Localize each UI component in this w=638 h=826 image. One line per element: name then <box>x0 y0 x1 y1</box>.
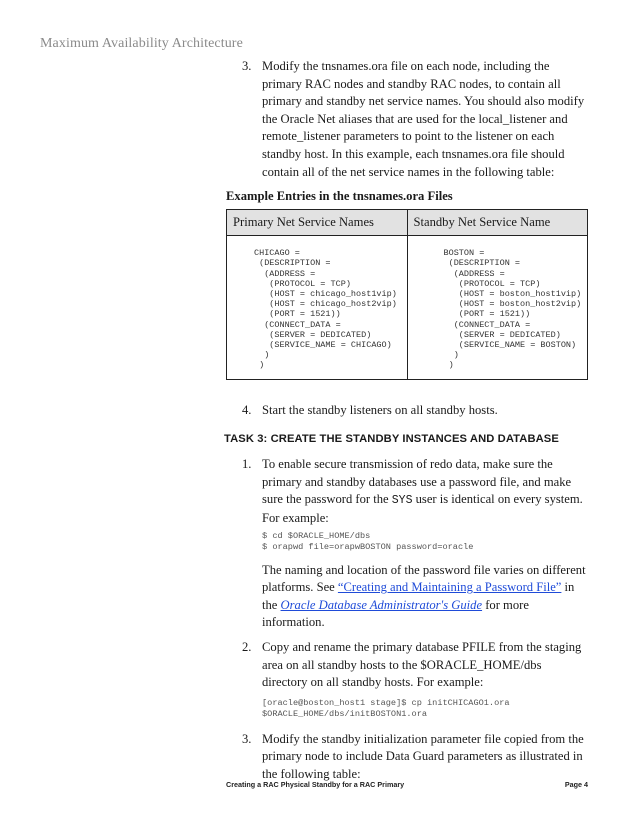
step-text: Copy and rename the primary database PFILE from the staging area on all standby hosts to the $ORACLE_HOME/dbs directory on all standby hosts. For example: <box>262 639 582 690</box>
step-number: 3. <box>242 59 252 73</box>
page-header-title: Maximum Availability Architecture <box>40 36 243 51</box>
table-caption: Example Entries in the tnsnames.ora Files <box>226 189 453 204</box>
step-text <box>262 456 588 527</box>
step-4-listeners <box>226 402 588 420</box>
note-text-before: The naming and location of the password file varies on different platforms. See <box>262 562 586 595</box>
step-number: 3. <box>242 731 252 746</box>
note-text-middle: in the <box>262 580 575 612</box>
task3-step-3 <box>226 731 588 784</box>
task3-step-2 <box>226 639 588 720</box>
step-number: 4. <box>242 402 252 417</box>
column-header-standby: Standby Net Service Name <box>407 210 588 236</box>
text-before-code: To enable secure transmission of redo data, make sure the primary and standby databases use a password file, and make sure the password for the <box>262 457 572 507</box>
password-file-note <box>262 562 588 632</box>
standby-service-entry: BOSTON = (DESCRIPTION = (ADDRESS = (PROTOCOL = TCP) (HOST = boston_host1vip) (HOST = boston_host2vip) (PORT = 1521)) (CONNECT_DATA = (SERVER = DEDICATED) (SERVICE_NAME = BOSTON) ) ) <box>407 236 588 379</box>
step-text: Modify the tnsnames.ora file on each node, including the primary RAC nodes and standby RAC nodes, to contain all primary and standby net service names. You should also modify the Oracle Net aliases that are used for the local_listener and remote_listener parameters to point to the listener on each standby host. In this example, each tnsnames.ora file should contain all of the net service names in the following table: <box>262 59 585 179</box>
footer-document-title: Creating a RAC Physical Standby for a RAC Primary <box>226 780 405 789</box>
column-header-primary: Primary Net Service Names <box>227 210 408 236</box>
code-block-orapwd: $ cd $ORACLE_HOME/dbs $ orapwd file=orapwBOSTON password=oracle <box>262 530 474 552</box>
primary-service-entry: CHICAGO = (DESCRIPTION = (ADDRESS = (PROTOCOL = TCP) (HOST = chicago_host1vip) (HOST = chicago_host2vip) (PORT = 1521)) (CONNECT_DATA = (SERVER = DEDICATED) (SERVICE_NAME = CHICAGO) ) ) <box>227 236 408 379</box>
step-number: 1. <box>242 457 252 472</box>
main-content <box>226 58 588 784</box>
admin-guide-link[interactable]: Oracle Database Administrator's Guide <box>280 597 483 612</box>
text-after-code: user is identical on every system. For example: <box>262 492 583 525</box>
footer-page-number: Page 4 <box>564 780 588 789</box>
password-file-link[interactable]: “Creating and Maintaining a Password File” <box>337 580 562 595</box>
step-number: 2. <box>242 639 252 654</box>
task-3-heading: TASK 3: CREATE THE STANDBY INSTANCES AND DATABASE <box>224 433 559 446</box>
task3-step-1 <box>226 456 588 632</box>
tnsnames-table <box>226 209 588 379</box>
step-text: Start the standby listeners on all standby hosts. <box>262 402 498 417</box>
inline-code-sys: SYS <box>391 494 413 508</box>
table-row <box>227 236 588 379</box>
code-block-copy-pfile: [oracle@boston_host1 stage]$ cp initCHICAGO1.ora $ORACLE_HOME/dbs/initBOSTON1.ora <box>262 697 510 719</box>
step-3-tnsnames <box>226 58 588 181</box>
note-text-after: for more information. <box>262 597 529 630</box>
step-text: Modify the standby initialization parameter file copied from the primary node to include Data Guard parameters as illustrated in the following table: <box>262 731 584 781</box>
